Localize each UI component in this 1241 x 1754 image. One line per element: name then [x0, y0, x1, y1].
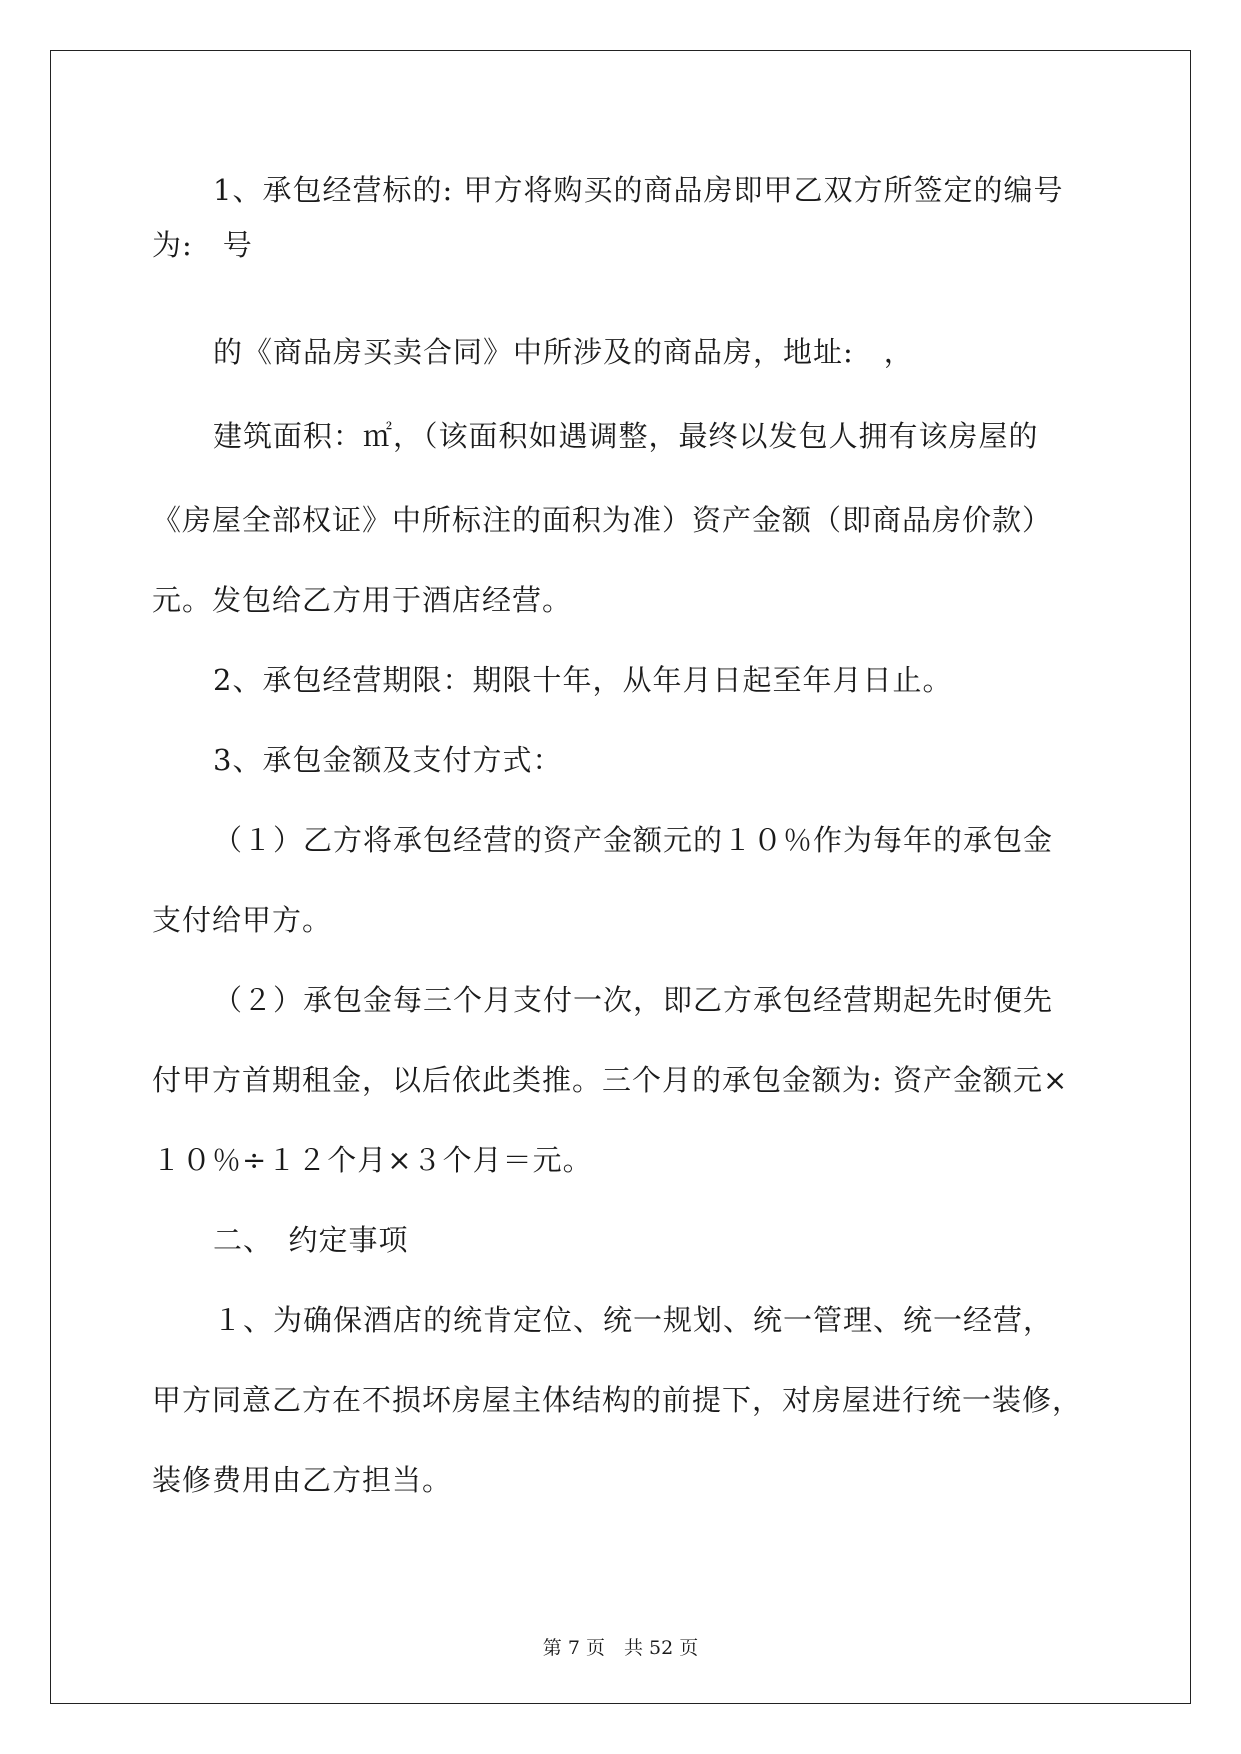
paragraph-line: 2、承包经营期限：期限十年，从年月日起至年月日止。: [213, 663, 953, 697]
paragraph-line: 3、承包金额及支付方式：: [213, 743, 563, 777]
paragraph-line: 为: 号: [152, 228, 253, 262]
paragraph-line: １０％÷１２个月×３个月＝元。: [152, 1143, 593, 1177]
paragraph-line: 建筑面积：㎡，（该面积如遇调整，最终以发包人拥有该房屋的: [213, 419, 1039, 453]
page-number-footer: 第 7 页 共 52 页: [542, 1637, 699, 1659]
paragraph-line: 装修费用由乙方担当。: [152, 1463, 453, 1497]
section-heading: 二、 约定事项: [213, 1223, 409, 1257]
paragraph-line: 甲方同意乙方在不损坏房屋主体结构的前提下，对房屋进行统一装修，: [152, 1383, 1083, 1417]
paragraph-line: 1、承包经营标的: 甲方将购买的商品房即甲乙双方所签定的编号: [213, 173, 1064, 207]
paragraph-line: １、为确保酒店的统肯定位、统一规划、统一管理、统一经营，: [213, 1303, 1054, 1337]
page-border: [50, 50, 1191, 1704]
paragraph-line: 付甲方首期租金，以后依此类推。三个月的承包金额为: 资产金额元×: [152, 1063, 1069, 1097]
paragraph-line: 元。发包给乙方用于酒店经营。: [152, 583, 573, 617]
paragraph-line: （２）承包金每三个月支付一次，即乙方承包经营期起先时便先: [213, 983, 1054, 1017]
paragraph-line: 《房屋全部权证》中所标注的面积为准）资产金额（即商品房价款）: [152, 503, 1053, 537]
paragraph-line: 的《商品房买卖合同》中所涉及的商品房，地址: ，: [213, 335, 914, 369]
paragraph-line: （１）乙方将承包经营的资产金额元的１０％作为每年的承包金: [213, 823, 1054, 857]
paragraph-line: 支付给甲方。: [152, 903, 333, 937]
